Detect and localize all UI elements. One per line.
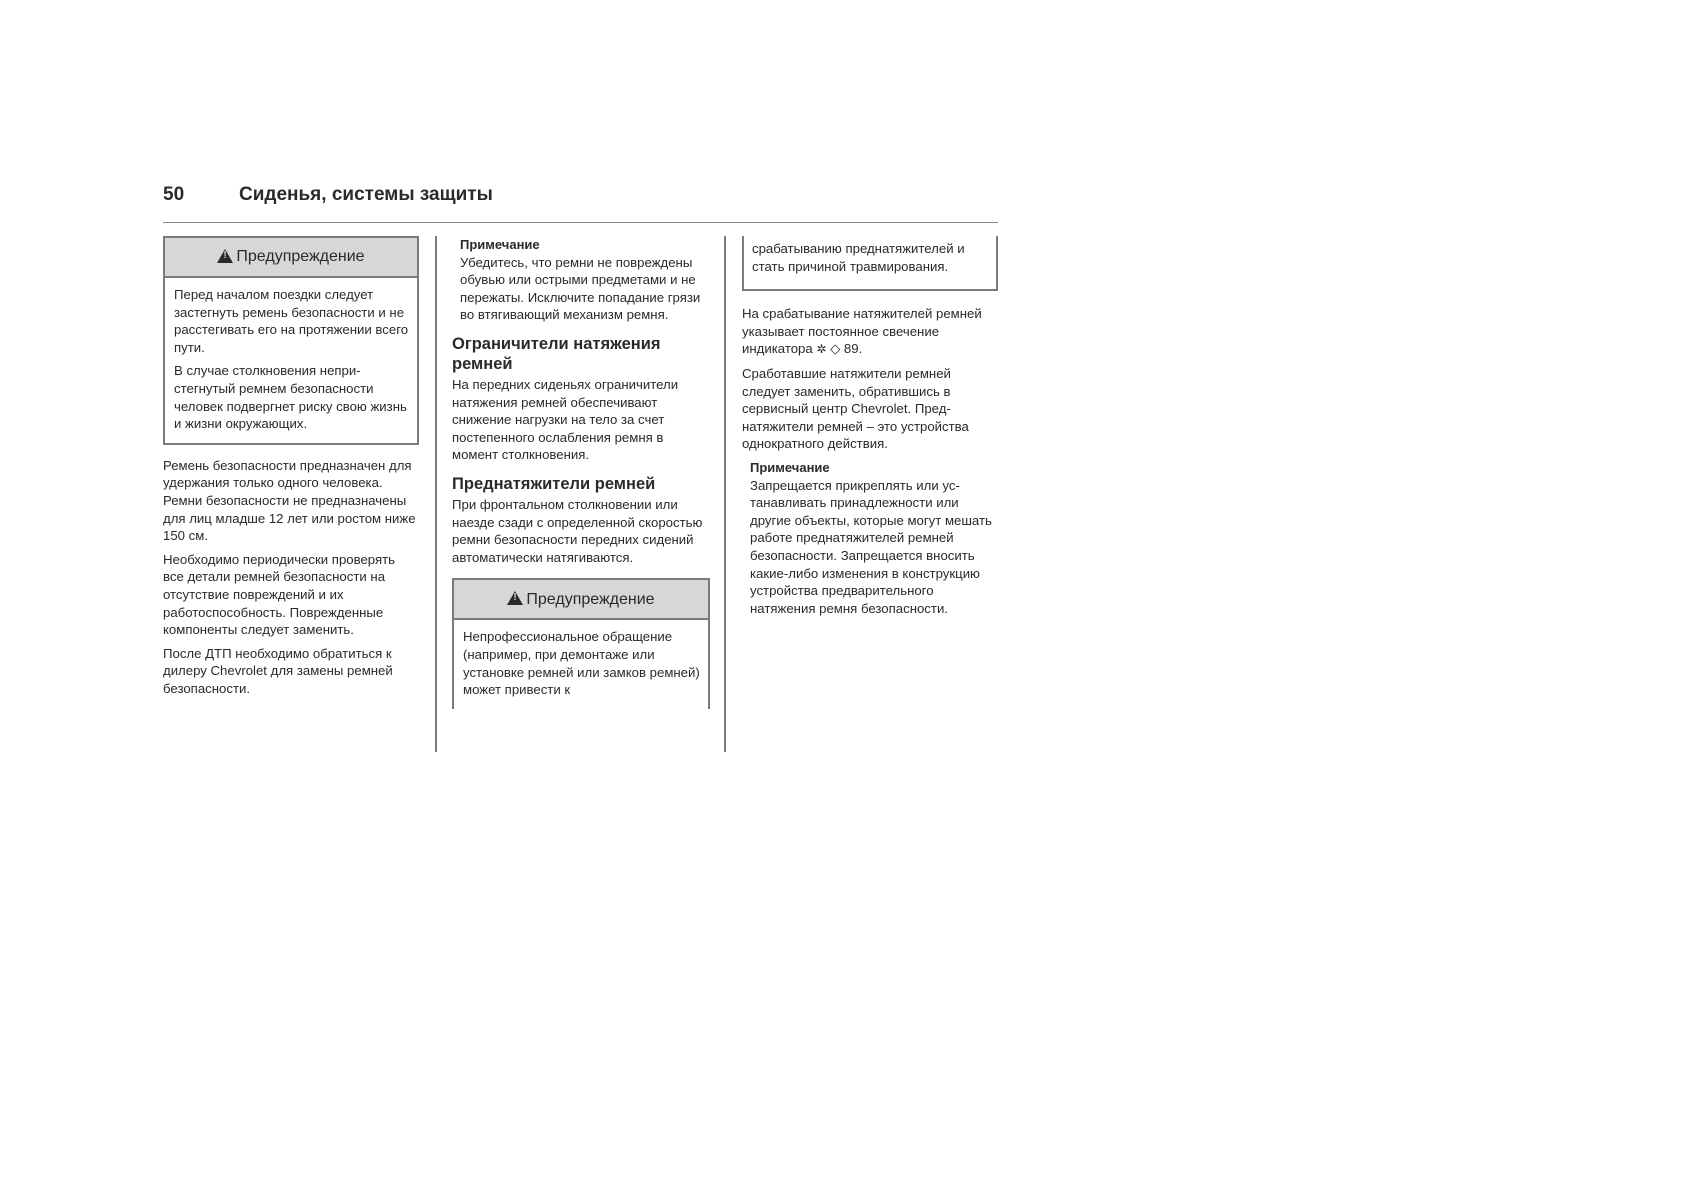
paragraph: При фронтальном столкновении или наезде сзади с определенной скоростью ремни безопасности передних сидений автоматически натягиваются. — [452, 496, 703, 565]
warning-box — [163, 236, 419, 445]
note — [452, 236, 710, 324]
page-header — [163, 184, 998, 224]
paragraph: На передних сиденьях ограничители натяжения ремней обеспечивают снижение нагрузки на тело за счет постепенного ослабления ремня в момент столкновения. — [452, 376, 679, 463]
warning-icon — [507, 591, 523, 605]
page-reference[interactable]: ◇ 89. — [830, 341, 863, 357]
column-1 — [163, 236, 419, 703]
column-2 — [452, 236, 710, 709]
paragraph: После ДТП необходимо обратиться к дилеру Chevrolet для замены ремней безопасности. — [163, 645, 393, 696]
note-label: Примечание — [460, 237, 540, 252]
warning-text: срабатыванию преднатяжителей и стать причиной травмирования. — [752, 241, 965, 274]
warning-box — [452, 578, 710, 708]
section-title: Сиденья, системы защиты — [239, 184, 493, 205]
warning-header — [454, 580, 708, 620]
paragraph — [742, 305, 998, 359]
warning-title: Предупреждение — [526, 590, 655, 608]
column-3 — [742, 236, 998, 625]
paragraph-text: На срабатывание натяжителей ремней указывает постоянное свечение индикатора — [742, 306, 982, 357]
warning-title: Предупреждение — [236, 248, 365, 266]
warning-text: Непрофессиональное обращение (например, при демонтаже или установке ремней или замков ремней) может привести к — [463, 629, 700, 698]
paragraph: Сработавшие натяжители ремней следует заменить, обратившись в сервисный центр Chevrolet. Преднатяжители ремней – это устройства однократного действия. — [742, 365, 969, 452]
paragraph: Необходимо периодически проверять все детали ремней безопасности на отсутствие повреждений и их работоспособность. Поврежденные компоненты следует заменить. — [163, 551, 396, 638]
note-label: Примечание — [750, 459, 830, 475]
warning-continuation — [742, 236, 998, 291]
note — [742, 459, 998, 617]
note-text: Убедитесь, что ремни не повреждены обувью или острыми предметами и не пережаты. Исключите попадание грязи во втягивающий механизм ремня. — [460, 254, 701, 323]
warning-text: В случае столкновения непристегнутый ремнем безопасности человек подвергнет риску свою жизнь и жизни окружающих. — [174, 363, 407, 432]
header-rule — [163, 222, 998, 223]
warning-header — [165, 238, 417, 278]
warning-text: Перед началом поездки следует застегнуть ремень безопасности и не расстегивать его на протяжении всего пути. — [174, 287, 409, 355]
page-number: 50 — [163, 184, 185, 205]
heading-limiters: Ограничители натяжения ремней — [452, 334, 661, 373]
heading-pretensioners: Преднатяжители ремней — [452, 474, 656, 493]
column-divider — [435, 236, 437, 752]
column-divider — [724, 236, 726, 752]
paragraph: Ремень безопасности предназначен для удержания только одного человека. Ремни безопасности не предназначены для лиц младше 12 лет или ростом ниже 150 см. — [163, 457, 416, 544]
seatbelt-indicator-icon: ✲ — [816, 342, 827, 357]
note-text: Запрещается прикреплять или устанавливать принадлежности или другие объекты, которые могут мешать работе преднатяжителей ремней безопасности. Запрещается вносить какие-либо изменения в конструкцию устройства предварительного натяжения ремня безопасности. — [750, 477, 992, 616]
warning-icon — [217, 249, 233, 263]
